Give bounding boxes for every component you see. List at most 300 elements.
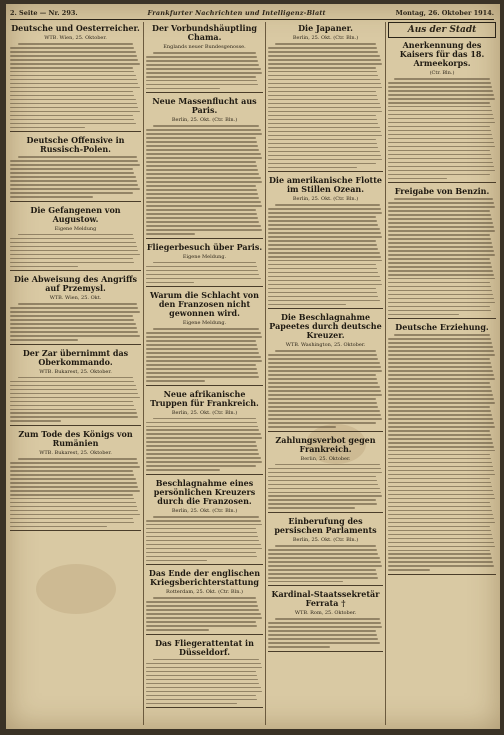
text-line [10,107,138,109]
text-line [18,458,137,460]
text-line [146,185,256,187]
text-line [275,464,380,466]
article-separator [10,270,141,271]
text-line [268,626,382,628]
text-line [388,106,491,108]
text-line [388,346,493,348]
article-dateline: Berlin, 25. Okt. (Ctr. Bln.) [292,537,359,544]
text-line [18,234,133,236]
article-dateline: WTB. Bukarest, 25. Oktober. [39,368,112,375]
text-line [10,327,137,329]
text-line [10,486,138,488]
text-line [388,430,490,432]
text-line [268,67,376,69]
text-line [10,192,133,194]
text-line [388,550,490,552]
text-line [388,342,492,344]
article-separator [268,308,383,309]
text-line [268,406,378,408]
text-line [268,573,377,575]
article [146,390,263,475]
text-line [146,141,257,143]
text-line [388,470,494,472]
text-line [10,164,140,166]
text-line [268,468,381,470]
text-line [268,55,380,57]
text-line [10,319,134,321]
text-line [146,84,258,86]
text-line [146,461,262,463]
text-line [268,228,380,230]
article-dateline: Rotterdam, 25. Okt. (Ctr. Bln.) [166,589,243,596]
article [268,517,383,586]
text-line [146,629,209,631]
text-line [388,178,447,180]
article-headline: Deutsche Offensive in Russisch-Polen. [26,135,125,155]
text-line [388,254,495,256]
text-line [10,335,140,337]
text-line [268,272,378,274]
text-line [388,514,493,516]
text-line [268,507,355,509]
text-line [10,47,134,49]
text-line [10,55,137,57]
text-line [146,457,261,459]
text-line [388,118,494,120]
text-line [10,160,138,162]
article-dateline: Berlin, 25. Oktober. [300,455,351,462]
text-line [146,137,256,139]
article-body-text [10,377,141,422]
text-line [146,205,262,207]
text-line [268,276,380,278]
text-line [146,605,258,607]
article-separator [268,585,383,586]
text-line [388,546,495,548]
text-line [10,307,138,309]
text-line [10,518,133,520]
text-line [146,193,258,195]
text-line [394,334,489,336]
text-line [153,597,256,599]
text-line [388,158,492,160]
text-line [388,442,493,444]
article [268,176,383,309]
text-line [10,339,78,341]
text-line [268,374,376,376]
text-line [268,167,357,169]
text-line [268,240,376,242]
text-line [268,472,382,474]
article-body-text [268,618,383,647]
text-line [388,258,490,260]
article-separator [268,171,383,172]
text-line [146,536,258,538]
text-line [146,433,261,435]
text-line [388,126,490,128]
text-line [268,476,376,478]
text-line [153,418,256,420]
text-line [10,196,93,198]
text-line [146,60,258,62]
article [388,187,496,319]
text-line [268,499,376,501]
text-line [268,79,380,81]
text-line [10,478,136,480]
text-line [388,426,495,428]
text-line [388,218,492,220]
text-line [268,394,382,396]
text-line [388,438,492,440]
article-body-text [388,78,496,179]
article-headline: Einberufung des persischen Parlaments [274,516,377,536]
text-line [146,683,259,685]
text-line [146,524,262,526]
text-line [146,201,261,203]
article-body-text [268,350,383,427]
article-body-text [10,458,141,527]
text-line [146,278,261,280]
article [268,590,383,651]
text-line [388,462,492,464]
text-line [153,516,259,518]
text-line [153,659,259,661]
article-body-text [388,334,496,571]
text-line [146,360,262,362]
text-line [268,480,377,482]
article-separator [268,512,383,513]
text-line [268,147,378,149]
text-line [388,474,495,476]
article-headline: Freigabe von Benzin. [394,186,490,197]
text-line [10,250,138,252]
article-separator [146,385,263,386]
text-line [146,181,262,183]
text-line [388,338,491,340]
text-line [146,520,261,522]
text-line [146,699,257,701]
text-line [268,103,380,105]
text-line [146,217,258,219]
text-line [10,416,138,418]
text-line [268,220,377,222]
text-line [268,577,378,579]
text-line [146,429,259,431]
text-line [388,354,495,356]
text-line [388,458,491,460]
text-line [146,129,261,131]
text-line [18,43,133,45]
text-line [10,514,140,516]
text-line [146,274,259,276]
text-line [10,168,133,170]
text-line [146,465,256,467]
text-line [388,390,492,392]
article-headline: Die Abweisung des Angriffs auf Przemysl. [13,274,138,294]
text-line [268,503,377,505]
text-line [10,75,136,77]
text-line [388,170,495,172]
text-line [388,214,491,216]
text-line [388,174,490,176]
text-line [275,204,380,206]
text-line [153,125,259,127]
text-line [388,134,492,136]
text-line [146,68,261,70]
text-line [388,482,491,484]
text-line [388,150,490,152]
text-line [146,133,262,135]
article-headline: Die Japaner. [298,23,353,33]
text-line [146,540,259,542]
article-headline: Deutsche und Oesterreicher. [11,23,140,33]
text-line [146,221,259,223]
text-line [268,143,377,145]
column-2 [146,22,263,725]
text-line [268,284,382,286]
article [10,136,141,201]
text-line [388,526,490,528]
article [10,275,141,344]
article-dateline: Englands neuer Bundesgenosse. [163,44,246,50]
article [388,323,496,575]
text-line [268,366,381,368]
text-line [146,80,257,82]
text-line [388,274,494,276]
text-line [146,528,256,530]
newspaper-name: Frankfurter Nachrichten und Intelligenz-Blatt [147,9,326,17]
article [388,41,496,183]
article-headline: Neue Massenflucht aus Paris. [152,96,257,116]
text-line [146,663,261,665]
text-line [146,225,261,227]
text-line [10,494,133,496]
article [146,243,263,288]
text-line [388,522,495,524]
text-line [388,510,492,512]
article-separator [10,344,141,345]
text-line [10,254,140,256]
text-line [10,385,136,387]
text-line [388,565,494,567]
text-line [388,553,491,555]
text-line [268,288,376,290]
text-line [388,506,491,508]
text-line [388,446,494,448]
text-line [268,232,381,234]
text-line [388,278,495,280]
article-body-text [10,156,141,197]
text-line [388,378,495,380]
text-line [268,91,376,93]
text-line [388,234,490,236]
text-line [10,184,138,186]
article-headline: Zahlungsverbot gegen Frankreich. [275,434,376,454]
text-line [268,47,377,49]
page-number: 2. Seite — Nr. 293. [10,9,78,17]
text-line [10,393,138,395]
text-line [394,198,492,200]
text-line [388,230,495,232]
text-line [268,248,378,250]
text-line [146,229,262,231]
article [146,97,263,238]
text-line [10,262,134,264]
article-body-text [146,52,263,89]
text-line [146,56,257,58]
text-line [10,401,133,403]
article-body-text [10,234,141,267]
text-line [268,212,382,214]
text-line [388,434,491,436]
text-line [388,242,492,244]
text-line [146,213,257,215]
text-line [10,420,61,422]
text-line [10,123,136,125]
text-line [388,250,494,252]
article-separator [146,286,263,287]
text-line [10,59,138,61]
text-line [10,63,140,65]
article-body-text [146,328,263,381]
newspaper-page [6,4,500,729]
text-line [268,418,382,420]
article-headline: Deutsche Erziehung. [395,322,489,333]
article-dateline: Berlin, 25. Okt. (Ctr. Bln.) [292,35,359,41]
article-headline: Das Fliegerattentat in Düsseldorf. [155,637,254,657]
article-dateline: Berlin, 25. Okt. (Ctr. Bln.) [171,409,238,416]
text-line [388,358,490,360]
text-line [388,310,491,312]
text-line [268,115,376,117]
text-line [146,671,256,673]
text-line [268,236,382,238]
article-headline: Der Vorbundshäuptling Chama. [152,23,257,42]
article [10,349,141,426]
text-line [388,238,491,240]
text-line [388,122,495,124]
text-line [388,94,494,96]
text-line [146,380,205,382]
article-dateline: Berlin, 25. Okt. (Ctr. Bln.) [171,507,238,514]
text-line [10,115,133,117]
article-body-text [146,597,263,630]
article-separator [146,474,263,475]
text-line [146,601,257,603]
text-line [10,331,138,333]
text-line [146,667,262,669]
text-line [268,163,376,165]
text-line [388,146,495,148]
text-line [10,172,134,174]
text-line [268,622,381,624]
text-line [146,617,262,619]
text-line [268,488,380,490]
text-line [268,71,377,73]
text-line [10,180,137,182]
text-line [10,119,134,121]
text-line [388,402,495,404]
text-line [388,202,494,204]
text-line [268,83,381,85]
text-line [388,262,491,264]
text-line [146,233,195,235]
text-line [10,95,134,97]
text-line [388,82,491,84]
text-line [146,145,258,147]
text-line [388,226,494,228]
text-line [268,139,376,141]
text-line [268,296,378,298]
text-line [388,246,493,248]
text-line [146,449,258,451]
text-line [388,486,492,488]
article-dateline: WTB. Bukarest, 25. Oktober. [39,450,112,457]
text-line [268,99,378,101]
text-line [268,358,378,360]
article [146,291,263,385]
article-dateline: Berlin, 25. Okt. (Ctr. Bln.) [292,196,359,203]
article-headline: Beschlagnahme eines persönlichen Kreuzers durch die Franzosen. [153,477,256,506]
text-line [146,422,257,424]
text-line [146,691,262,693]
text-line [146,469,220,471]
text-line [388,518,494,520]
text-line [146,189,257,191]
article-separator [10,425,141,426]
text-line [146,560,207,562]
text-line [268,426,336,428]
text-line [146,441,256,443]
text-line [268,398,376,400]
text-line [268,422,376,424]
column-divider [385,22,386,725]
text-line [146,368,257,370]
text-line [10,323,136,325]
text-line [146,372,258,374]
text-line [10,176,136,178]
article [10,430,141,531]
text-line [146,149,259,151]
text-line [388,290,492,292]
text-line [388,206,495,208]
text-line [388,502,490,504]
text-line [18,156,137,158]
text-line [268,569,376,571]
article-dateline: Eigene Meldung. [182,320,227,327]
article-dateline: Eigene Meldung. [182,253,227,260]
text-line [10,246,137,248]
text-line [268,557,380,559]
text-line [388,306,490,308]
article-separator [146,707,263,708]
text-line [268,300,380,302]
text-line [146,161,256,163]
article-headline: Die Beschlagnahme Papeetes durch deutsche Kreuzer. [269,312,382,341]
text-line [388,162,493,164]
article-separator [146,238,263,239]
text-line [268,581,343,583]
text-line [268,492,381,494]
text-line [388,294,493,296]
text-line [268,638,378,640]
text-line [388,286,491,288]
text-line [10,242,136,244]
article-body-text [268,545,383,582]
text-line [268,382,378,384]
text-line [275,43,376,45]
text-line [146,437,262,439]
